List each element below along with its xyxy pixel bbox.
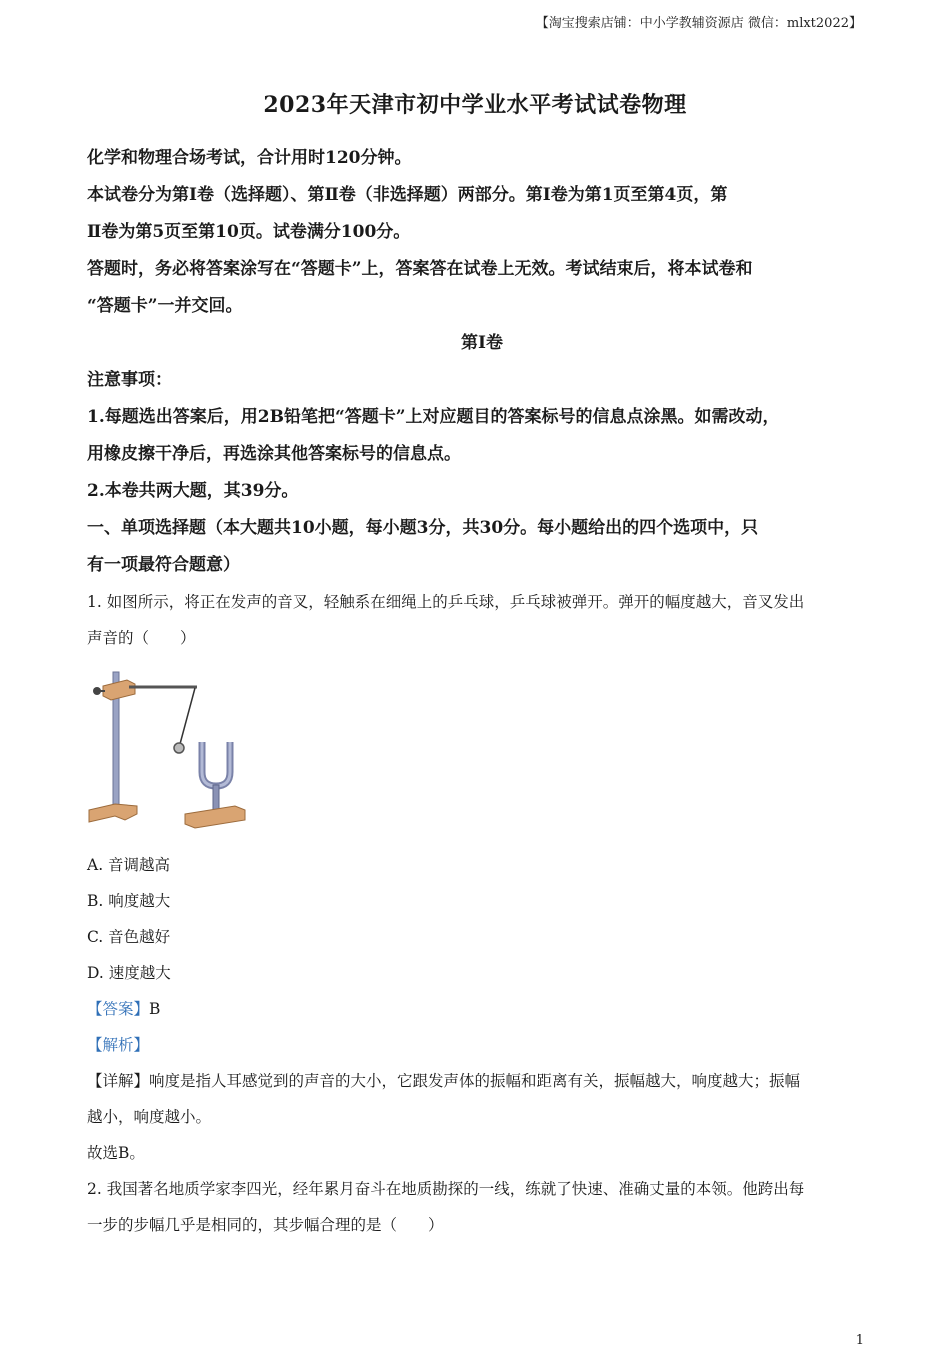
answer-label: 【答案】 — [87, 1000, 150, 1018]
intro-line: 本试卷分为第Ⅰ卷（选择题）、第Ⅱ卷（非选择题）两部分。第Ⅰ卷为第1页至第4页，第 — [87, 185, 728, 205]
tuning-fork-figure — [85, 664, 250, 829]
q2-stem: 2. 我国著名地质学家李四光，经年累月奋斗在地质勘探的一线，练就了快速、准确丈量的本领。他跨出每 — [87, 1180, 805, 1198]
answer-line — [87, 991, 877, 1027]
option-c: C. 音色越好 — [87, 928, 171, 946]
intro-line: Ⅱ卷为第5页至第10页。试卷满分100分。 — [87, 222, 411, 242]
intro-line: 化学和物理合场考试，合计用时120分钟。 — [87, 148, 412, 168]
option-d: D. 速度越大 — [87, 964, 171, 982]
header-note: 【淘宝搜索店铺：中小学教辅资源店 微信：mlxt2022】 — [535, 16, 862, 31]
option-a: A. 音调越高 — [87, 856, 171, 874]
option-b: B. 响度越大 — [87, 892, 171, 910]
part1-heading: 一、单项选择题（本大题共10小题，每小题3分，共30分。每小题给出的四个选项中，只 — [87, 518, 759, 538]
notice-line: 2.本卷共两大题，其39分。 — [87, 481, 299, 501]
detail-line-cont: 越小，响度越小。 — [87, 1108, 212, 1126]
q2-stem-cont: 一步的步幅几乎是相同的，其步幅合理的是（ ） — [87, 1216, 444, 1234]
analysis-label: 【解析】 — [87, 1036, 150, 1054]
intro-line: “答题卡”一并交回。 — [87, 296, 243, 316]
detail-label: 【详解】 — [87, 1072, 150, 1090]
page-title: 2023年天津市初中学业水平考试试卷物理 — [263, 92, 687, 118]
notice-heading: 注意事项： — [87, 370, 172, 390]
section-title: 第Ⅰ卷 — [461, 333, 503, 353]
notice-line: 用橡皮擦干净后，再选涂其他答案标号的信息点。 — [87, 444, 461, 464]
document-body — [87, 140, 877, 1243]
q1-stem-cont: 声音的（ ） — [87, 629, 196, 647]
answer-value: B — [149, 1000, 161, 1018]
page-number: 1 — [855, 1333, 864, 1348]
q1-stem: 1. 如图所示，将正在发声的音叉，轻触系在细绳上的乒乓球，乒乓球被弹开。弹开的幅度越大，音叉发出 — [87, 593, 805, 611]
part1-heading-cont: 有一项最符合题意） — [87, 555, 240, 575]
intro-line: 答题时，务必将答案涂写在“答题卡”上，答案答在试卷上无效。考试结束后，将本试卷和 — [87, 259, 753, 279]
detail-text: 响度是指人耳感觉到的声音的大小，它跟发声体的振幅和距离有关，振幅越大，响度越大；振幅 — [149, 1072, 801, 1090]
conclusion: 故选B。 — [87, 1144, 145, 1162]
notice-line: 1.每题选出答案后，用2B铅笔把“答题卡”上对应题目的答案标号的信息点涂黑。如需改动， — [87, 407, 780, 427]
detail-line — [87, 1063, 877, 1099]
